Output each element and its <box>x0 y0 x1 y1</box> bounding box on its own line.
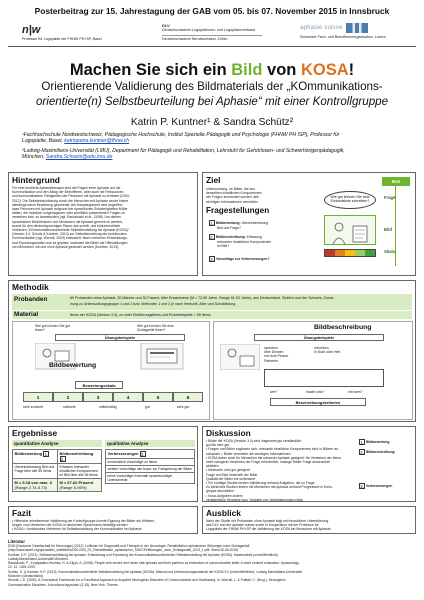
bw-number: 1. <box>44 452 49 457</box>
ausblick-heading: Ausblick <box>206 508 241 518</box>
title-middle: von <box>262 61 301 79</box>
q1-text-a: Übereinstimmung <box>241 220 269 225</box>
bildbewertung-title: Bildbewertung <box>49 362 97 369</box>
logo-fhnw <box>22 24 102 41</box>
bd-illustration <box>220 344 260 370</box>
fazit-line: lungen zum Verstehen der KOSA-in deutschen Sprachraum bestätigt werden <box>12 523 128 528</box>
section-ziel <box>202 172 416 276</box>
hintergrund-line: von Menschen mit und ohne Aphasie gedeutet werden (Kuntner, 2013). <box>12 244 120 249</box>
question-2 <box>209 234 321 248</box>
disk-r1-label: Bildbewertung <box>365 439 390 444</box>
quantitative-table <box>12 449 102 501</box>
literatur-line: 22, 12, 1269-1293. <box>8 565 36 570</box>
bb-text: Erfassen relevanter inhaltlicher Komponenten im Bild über alle 55 Items <box>58 464 102 479</box>
uebung-label-2: Übungsbeispiele <box>254 334 384 341</box>
item-speech-bubble: Wie gut können Sie eine Einkaufsliste schreiben? <box>324 191 376 209</box>
ausblick-line: Logopädie der FHNW PH ISP die Validierung der KOSA bei Menschen mit Aphasie. <box>206 527 332 532</box>
scale-cell: 3 <box>83 392 113 402</box>
diskussion-line: Frage und Bild innerhalb der Bilde <box>206 472 258 477</box>
literatur-line: Ludwig-Maximilians-Universität München. <box>8 556 69 561</box>
title-kosa: KOSA <box>300 61 349 79</box>
methodik-heading: Methodik <box>12 282 49 292</box>
dlv-line2: Deutschschweizer Logopädinnen- und Logopädenverband <box>162 28 256 32</box>
ziel-line: wichtigen Informationen vermitteln. <box>206 199 259 204</box>
bw-label: Bildbewertung <box>14 451 43 457</box>
desc-where: mit wem? <box>348 390 363 394</box>
subtitle-line-2: orientierte(n) Selbstbeurteilung bei Aphasie“ mit einer Kontrollgruppe <box>35 95 389 108</box>
bw-text: Übereinstimmung Bild und Frage über alle 55 Items <box>13 464 58 479</box>
desc-column-1 <box>264 346 304 363</box>
material-label: Material <box>14 311 39 318</box>
aphasie-suisse-mark: aphasie suisse <box>300 25 343 31</box>
ziel-heading: Ziel <box>206 175 221 185</box>
ergebnisse-heading: Ergebnisse <box>12 428 58 438</box>
section-literatur <box>8 539 416 587</box>
subtitle-line-1: Orientierende Validierung des Bildmaterials der „KOmmunikations- <box>41 80 383 93</box>
item-diagram <box>320 177 413 273</box>
desc-col2-a: schreiben <box>314 346 329 350</box>
diskussion-line: gut bis sehr gut <box>206 443 230 448</box>
scale-mid-2: mittelmäßig <box>99 405 117 409</box>
diskussion-line: • Bilder der KOSA (Version 3.0) sind insgesamt gut verständlich <box>206 439 302 443</box>
ziel-text <box>206 187 306 204</box>
disk-r2-num: 2. <box>360 450 364 455</box>
q2-label: Bildbeschreibung: <box>215 234 246 239</box>
hintergrund-line: dass Personen mit Aphasie aufgrund der sprachlichen Schwierigkeiten Mühe <box>12 207 128 212</box>
vb-row-2: weitere Vorschläge wie bspw. zur Farbgebung der Bilder <box>106 466 195 473</box>
question-3 <box>209 256 321 262</box>
description-answer-box <box>264 369 384 387</box>
diskussion-line: • Für künftige Studien testen Validierung anhand Aufgaben, die zu Frage <box>206 481 315 486</box>
scale-right: sehr gut <box>177 405 190 409</box>
section-fazit <box>8 506 198 534</box>
diskussion-line: Zu ähnliches Studien testen mit Menschen mit Aphasie anhand Progressive in Kons- <box>206 485 333 490</box>
section-methodik <box>8 280 416 422</box>
hintergrund-line: allerdings kaum Beachtung geschenkt. Als Hauptargument wird angeführt, <box>12 202 124 207</box>
section-hintergrund <box>8 172 198 276</box>
poster-title <box>0 61 424 80</box>
vb-row-1: konstruktive Vorschläge zu Items <box>106 459 195 466</box>
hintergrund-line: und Erprobungsstufen war es geplant, inwieweit die Bilder als Hilfestellungen <box>12 240 128 245</box>
affiliation-2-line-1: ²Ludwig-Maximilians-Universität (LMU), Department für Pädagogik und Rehabilitation, Lehrstuhl für Gehörlosen- und Schwerhörigenpädagogik, <box>22 148 345 154</box>
dlv-mark: DLV <box>162 23 170 28</box>
diskussion-line: • Kosa-Aufgaben zudem <box>206 493 243 498</box>
logo-dlv <box>162 23 262 41</box>
ziel-line: Untersuchung, ob Bilder, die aus <box>206 187 256 191</box>
disk-r1-num: 1. <box>360 440 364 445</box>
affiliation-2-line-2: München, <box>22 154 46 161</box>
title-suffix: ! <box>348 61 355 79</box>
affiliation-1-line-1: ¹Fachhochschule Nordwestschweiz, Pädagogische Hochschule, Institut Spezielle Pädagogik und Psychologie (FHNW PH ISP), Professur für <box>22 132 340 138</box>
desc-col2-b: in Buch oder Heft <box>314 350 341 355</box>
hintergrund-line: Verfahren „KOmmunikationsorientierte Selbstbeurteilung bei Aphasie (KOSA)“ <box>12 228 130 233</box>
affiliation-1 <box>22 132 402 145</box>
scale-mid-1: schlecht <box>63 405 76 409</box>
ausblick-text <box>206 519 414 532</box>
diskussion-line: nicht zwingend Verstehen der Frage erforderlich, solange Bilder Frage anschaulich <box>206 460 331 465</box>
uebung-label: Übungsbeispiele <box>55 334 185 341</box>
disk-r2-label: Bildbeschreibung <box>365 449 395 454</box>
scale-cell: 6 <box>173 392 203 402</box>
affiliation-1-line-2: Logopädie, Basel, <box>22 138 65 145</box>
hintergrund-line: Kommunikation und den Alltag der Betroffenen, aber auch die Ressourcen <box>12 190 124 195</box>
q2-text-b: relevanter inhaltlicher Komponenten <box>217 240 272 244</box>
ziel-line: denselben inhaltlichen Komponenten <box>206 191 262 196</box>
hintergrund-line: Kommunikation (vgl. Worrall, 2000) entwickelt. Nach mehreren Entwicklungs- <box>12 236 128 241</box>
q3-number: 3. <box>210 257 214 262</box>
diskussion-line: Qualität der Bilder bis verbessert <box>206 476 256 481</box>
q1-number: 1. <box>210 221 214 226</box>
hintergrund-line: verstehen bzw. zu beantworten (vgl. Rautakoski et al., 2008). Um diesen <box>12 215 121 220</box>
bildbeschreibung-panel <box>213 321 413 420</box>
hintergrund-heading: Hintergrund <box>12 175 60 185</box>
hintergrund-line: hätten, die mündlich vorgetragenen oder schriftlich präsentierten Fragen zu <box>12 211 125 216</box>
fhnw-caption: Professur für Logopädie der FHNW PH ISP, Basel <box>22 37 102 41</box>
beschreibungskriterien-label: Beschreibungskriterien <box>270 398 366 406</box>
diskussion-line: • Fragen und Bilder ergänzen sich, relevante inhaltliche Komponenten sind in Bildern an- <box>206 447 340 452</box>
email-link-kuntner[interactable]: katrinpetra.kuntner@fhnw.ch <box>64 138 130 145</box>
literatur-text <box>8 544 416 587</box>
aphasie-suisse-caption: Schweizer Fach- und Betroffenenorganisation, Luzern <box>300 35 386 39</box>
diskussion-line: • Methoden sind gut geeignet <box>206 468 250 473</box>
scale-cell: 4 <box>113 392 143 402</box>
literatur-line: Worrall, L.E. (2000). A Conceptual Framework for a Functional Approach to Acquired Neurogenic Disorders of Communication and Swallowing. In: Worrall, L. & Frattali, C. (Hrsg.), Neurogenic <box>8 578 286 583</box>
fragestellungen-heading: Fragestellungen <box>206 206 270 215</box>
scale-cell: 1 <box>23 392 53 402</box>
q1-label: Bildbewertung: <box>215 220 241 225</box>
desc-col1-d: Partnerin <box>264 358 278 363</box>
title-prefix: Machen Sie sich ein <box>69 61 232 79</box>
literatur-line: Schütz, S. & Kuntner, K.P. (2013). Kommunikationsorientierte Selbstbeurteilung bei Aphasie (KOSA). Manual und Untersuchungsmaterial der KOSA 3.0 (unveröffentlicht). Ludwig-Maximilians-Universität <box>8 569 302 574</box>
question-1 <box>209 220 319 230</box>
hintergrund-line: 2012). Die Selbsteinschätzung durch die Menschen mit Aphasie wurde bisher <box>12 198 129 203</box>
q2-text-a: Erfassung <box>246 234 262 239</box>
probanden-row <box>12 294 412 310</box>
diskussion-line: abbilden <box>206 464 219 469</box>
desc-column-2 <box>314 346 374 354</box>
probanden-line-2: nung zu Untersuchungsgruppe 1 und 2 bzw. Methoden 1 und 2 je nach Herkunft, Alter und Schulbildung <box>70 302 236 306</box>
bewertungsskala-label: Bewertungsskala <box>75 381 123 389</box>
scale-left: sehr schlecht <box>23 405 43 409</box>
fazit-heading: Fazit <box>12 508 32 518</box>
desc-col1-b: über Denken <box>264 350 284 355</box>
quantitative-title: quantitative Analyse <box>12 440 102 447</box>
bildbeschreibung-title: Bildbeschreibung <box>314 324 372 331</box>
ausblick-line: des DLV und der aphasie suisse sowie in Kooperation mit der Professur für <box>206 523 319 528</box>
q1-text-b: Bild und Frage? <box>217 226 241 230</box>
literatur-line: (http://www.awmf.org/uploads/tx_szleitlinien/030-090l_S1_Rehabilitation_aphasischer_St%C3%B6rungen_nach_Schlaganfall_2013_1.pdf; Stand 30.06.2015) <box>8 548 239 553</box>
literatur-line: Kuntner, K.P. (2013). Selbsteinschätzung bei Aphasie. Entwicklung und Erprobung der Kommunikationsorientierten Selbstbeurteilung bei Aphasie (KOSA). Masterarbeit (unveröffentlicht). <box>8 552 279 557</box>
literatur-line: Communication Disorders. A functional approach (3-18). New York: Thieme. <box>8 582 119 587</box>
diskussion-line: • KOSA daher auch für Menschen mit schwerer Aphasie geeignet: für Verstehen der Items <box>206 455 341 460</box>
probanden-label: Probanden <box>14 296 48 303</box>
section-ausblick <box>202 506 416 534</box>
conference-header: Posterbeitrag zur 15. Jahrestagung der GAB vom 05. bis 07. November 2015 in Innsbruck <box>34 6 390 16</box>
hintergrund-line: wurde für den deutschsprachigen Raum das schrift- und bildunterstützte <box>12 223 121 228</box>
bildbewertung-panel <box>12 321 210 420</box>
title-bild: Bild <box>231 61 263 79</box>
dlv-divider <box>162 32 262 36</box>
item-picture-placeholder <box>324 215 376 245</box>
fazit-text <box>12 519 196 532</box>
header-divider <box>8 46 416 47</box>
diskussion-ref-1 <box>359 439 390 445</box>
skala-label: Skala <box>384 249 395 254</box>
item-scale-bar <box>324 249 376 257</box>
authors: Katrin P. Kuntner¹ & Sandra Schütz² <box>130 117 294 128</box>
desc-what: macht was? <box>306 390 325 394</box>
material-line: Items der KOSA (Version 3.0), zu unter Einführungsitems und Probebeispiele = 55 Items <box>70 313 211 317</box>
diskussion-line: schaulich = Bilder vermitteln die wichtigen Informationen <box>206 451 291 456</box>
hintergrund-line: (Version 3.0; Schütz & Kuntner, 2013) zur Selbstbeurteilung der funktionalen <box>12 232 127 237</box>
diskussion-ref-3 <box>359 483 392 489</box>
literatur-line: München (Deutschland) <box>8 574 44 579</box>
vb-number: 3. <box>140 452 145 457</box>
bb-result: M = 67.62 Prozent <box>59 480 94 485</box>
rating-scale <box>23 392 203 402</box>
bw-range: (Range 2.74-5.73) <box>14 485 47 490</box>
aphasie-suisse-logo-icon <box>346 23 368 33</box>
section-diskussion <box>202 426 416 502</box>
hintergrund-line: Für eine fundierte Aphasietherapie sind die Folgen einer Aphasie auf die <box>12 186 121 190</box>
fazit-line: • Hilfreiche orientierende Validierung der Kontrollgruppe konnte Eignung der Bilder als Hilfestel- <box>12 519 155 523</box>
diskussion-heading: Diskussion <box>206 428 251 438</box>
desc-col1-c: mit nicht Person <box>264 354 289 359</box>
fazit-line: • KOSA = funktionales Verfahren für Selbstbeurteilung der Kommunikation bei Aphasie <box>12 527 142 532</box>
literatur-line: DGN (Deutsche Gesellschaft für Neurologie) (2012). Leitlinien für Diagnostik und Therapie in der Neurologie. Rehabilitation aphasischer Störungen nach Schlaganfall <box>8 544 250 548</box>
fhnw-mark: n|w <box>22 24 41 36</box>
email-link-schuetz[interactable]: Sandra.Schuetz@edu.lmu.de <box>45 154 113 161</box>
section-ergebnisse <box>8 426 198 502</box>
disk-r3-label: Verbesserungen <box>365 483 393 488</box>
vb-label: Verbesserungen <box>107 451 139 457</box>
hintergrund-line: sprachlichen Bedürfnissen von Menschen mit Aphasie gerecht zu werden, <box>12 219 124 224</box>
bb-question: Wie gut können Sie gut lesen? <box>35 324 71 333</box>
desc-who: wer? <box>270 390 278 394</box>
hintergrund-line: und kommunikativen Fähigkeiten der Personen mit Aphasie zu erheben (DGN, <box>12 194 130 199</box>
bb-question-2: Wie gut können Sie eine Schlagzeile lesen? <box>137 324 174 333</box>
ausblick-line: Nach der Studie mit Probanden ohne Aphasie folgt mit freundlicher Unterstützung <box>206 519 329 523</box>
desc-col1-a: sprechen <box>264 346 278 350</box>
bb-range: (Range 5-95%) <box>59 485 87 490</box>
dlv-caption: Deutschschweizer Berufsverband, Zürich <box>162 37 228 41</box>
affiliation-2 <box>22 148 402 161</box>
frage-label: Frage <box>384 195 396 200</box>
q2-text-c: im Bild? <box>217 244 230 249</box>
diskussion-line: gruppe abzubilden <box>206 489 234 494</box>
scale-mid-3: gut <box>145 405 150 409</box>
bb-number: 2. <box>60 457 65 462</box>
material-row <box>12 311 412 319</box>
diskussion-text <box>206 439 356 502</box>
qualitative-table <box>105 449 195 501</box>
ziel-line: wie Fragen konstruiert wurden, alle <box>206 195 259 200</box>
literatur-heading: Literatur <box>8 539 25 544</box>
q3-label: Vorschläge zur Verbesserungen? <box>215 256 270 261</box>
scale-cell: 5 <box>143 392 173 402</box>
logo-aphasie-suisse <box>300 23 410 39</box>
diskussion-line: verständliche Hinweise bzw. Vorgabe von Verbalisierungen nötig <box>206 497 303 502</box>
item-label: Item <box>382 177 410 186</box>
diskussion-ref-2 <box>359 449 395 455</box>
disk-r3-num: 3. <box>360 484 364 489</box>
probanden-line-1: 60 Probanden ohne Aphasie, 30 Männer und 30 Frauen; Alter Erwachsene (M = 72,85 Jahre, Range 51-93 Jahre), aus Deutschland, Südtirol und der Schweiz; Zuord- <box>70 296 335 300</box>
bild-label: Bild <box>384 227 392 232</box>
scale-cell: 2 <box>53 392 83 402</box>
qualitative-title: qualitative Analyse <box>105 440 195 447</box>
hintergrund-text <box>12 186 194 249</box>
bb-label: Bildbeschreibung <box>59 451 94 456</box>
writing-illustration-icon <box>220 344 260 370</box>
shopping-list-illustration-icon <box>325 216 377 246</box>
bw-result: M = 5.18 von max. 6 <box>14 480 52 485</box>
q2-number: 2. <box>210 235 214 240</box>
literatur-line: Rautakoski, P., Korpijaakko-Huuhka, H. & Klippi, A. (2008). People with severe and mode rate aphasia and their partners as estimators of communicative skills: A client centred evaluation. Aphasiology, <box>8 561 300 566</box>
vb-row-3: keine Vorschläge innerhalb sprachkundiger Unterschiede <box>106 473 195 484</box>
